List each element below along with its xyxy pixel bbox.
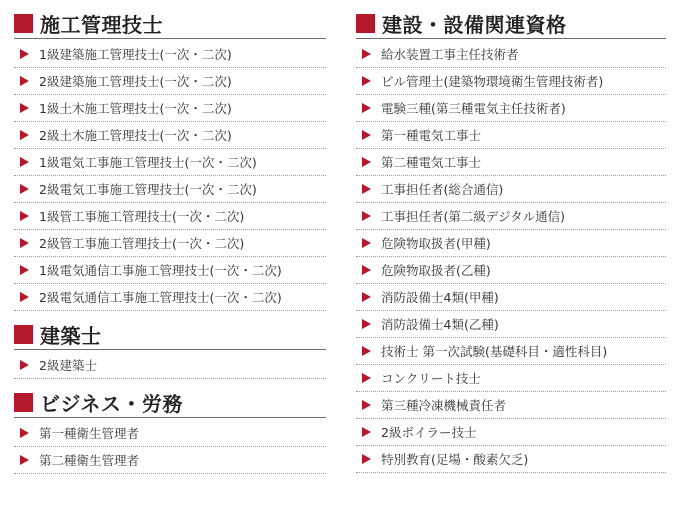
item-label: 1級電気工事施工管理技士(一次・二次) (39, 155, 257, 170)
list-item (14, 447, 326, 474)
triangle-right-icon (20, 211, 29, 221)
triangle-right-icon (20, 157, 29, 167)
triangle-right-icon (362, 427, 371, 437)
item-label: 電験三種(第三種電気主任技術者) (381, 101, 566, 116)
item-label: 第二種電気工事士 (381, 155, 482, 170)
section-header-architect (14, 319, 326, 350)
item-label: 1級管工事施工管理技士(一次・二次) (39, 209, 245, 224)
triangle-right-icon (20, 455, 29, 465)
triangle-right-icon (362, 49, 371, 59)
triangle-right-icon (362, 76, 371, 86)
triangle-right-icon (362, 211, 371, 221)
list-item (14, 95, 326, 122)
triangle-right-icon (362, 184, 371, 194)
red-square-icon (14, 14, 33, 33)
red-square-icon (14, 393, 33, 412)
item-label: 危険物取扱者(甲種) (381, 236, 491, 251)
list-item (356, 419, 666, 446)
section-list-architect (14, 352, 326, 379)
spacer (14, 311, 326, 319)
item-label: 第二種衛生管理者 (39, 453, 140, 468)
list-item (14, 230, 326, 257)
spacer (14, 379, 326, 387)
section-header-construction-mgmt (14, 8, 326, 39)
triangle-right-icon (20, 360, 29, 370)
section-list-business-labor (14, 420, 326, 474)
item-label: 特別教育(足場・酸素欠乏) (381, 452, 529, 467)
triangle-right-icon (362, 157, 371, 167)
list-item (14, 149, 326, 176)
list-item (14, 68, 326, 95)
triangle-right-icon (20, 265, 29, 275)
item-label: 2級電気工事施工管理技士(一次・二次) (39, 182, 257, 197)
list-item (356, 338, 666, 365)
section-list-construction-mgmt (14, 41, 326, 311)
list-item (356, 95, 666, 122)
item-label: 消防設備士4類(乙種) (381, 317, 499, 332)
triangle-right-icon (362, 454, 371, 464)
list-item (14, 122, 326, 149)
list-item (356, 365, 666, 392)
red-square-icon (14, 325, 33, 344)
triangle-right-icon (362, 292, 371, 302)
list-item (14, 176, 326, 203)
list-item (356, 41, 666, 68)
triangle-right-icon (20, 130, 29, 140)
list-item (356, 392, 666, 419)
section-header-business-labor (14, 387, 326, 418)
item-label: ビル管理士(建築物環境衛生管理技術者) (381, 74, 604, 89)
list-item (356, 149, 666, 176)
item-label: 消防設備士4類(甲種) (381, 290, 499, 305)
triangle-right-icon (362, 265, 371, 275)
item-label: 2級電気通信工事施工管理技士(一次・二次) (39, 290, 282, 305)
item-label: 2級建築施工管理技士(一次・二次) (39, 74, 232, 89)
triangle-right-icon (20, 238, 29, 248)
triangle-right-icon (362, 346, 371, 356)
list-item (356, 257, 666, 284)
item-label: 工事担任者(総合通信) (381, 182, 504, 197)
triangle-right-icon (20, 428, 29, 438)
list-item (14, 352, 326, 379)
triangle-right-icon (362, 238, 371, 248)
item-label: 2級土木施工管理技士(一次・二次) (39, 128, 232, 143)
triangle-right-icon (20, 76, 29, 86)
item-label: 2級ボイラー技士 (381, 425, 477, 440)
triangle-right-icon (20, 103, 29, 113)
item-label: 第一種衛生管理者 (39, 426, 140, 441)
list-item (14, 203, 326, 230)
list-item (356, 230, 666, 257)
list-item (356, 203, 666, 230)
red-square-icon (356, 14, 375, 33)
triangle-right-icon (362, 130, 371, 140)
list-item (14, 41, 326, 68)
item-label: 第一種電気工事士 (381, 128, 482, 143)
list-item (356, 284, 666, 311)
left-column (14, 8, 326, 474)
triangle-right-icon (362, 373, 371, 383)
section-title: 建築士 (40, 323, 102, 348)
section-title: 施工管理技士 (40, 12, 163, 37)
section-list-building-equipment (356, 41, 666, 473)
item-label: 2級建築士 (39, 358, 97, 373)
item-label: 1級建築施工管理技士(一次・二次) (39, 47, 232, 62)
item-label: 危険物取扱者(乙種) (381, 263, 491, 278)
triangle-right-icon (20, 184, 29, 194)
list-item (14, 420, 326, 447)
triangle-right-icon (20, 49, 29, 59)
list-item (356, 68, 666, 95)
item-label: 1級電気通信工事施工管理技士(一次・二次) (39, 263, 282, 278)
triangle-right-icon (362, 103, 371, 113)
triangle-right-icon (20, 292, 29, 302)
item-label: 2級管工事施工管理技士(一次・二次) (39, 236, 245, 251)
item-label: 工事担任者(第二級デジタル通信) (381, 209, 566, 224)
section-header-building-equipment (356, 8, 666, 39)
list-item (356, 176, 666, 203)
item-label: 給水装置工事主任技術者 (381, 47, 519, 62)
list-item (356, 311, 666, 338)
right-column (356, 8, 666, 473)
list-item (356, 446, 666, 473)
item-label: 技術士 第一次試験(基礎科目・適性科目) (381, 344, 608, 359)
item-label: コンクリート技士 (381, 371, 481, 386)
item-label: 第三種冷凍機械責任者 (381, 398, 507, 413)
section-title: 建設・設備関連資格 (382, 12, 567, 37)
item-label: 1級土木施工管理技士(一次・二次) (39, 101, 232, 116)
triangle-right-icon (362, 319, 371, 329)
section-title: ビジネス・労務 (40, 391, 183, 416)
list-item (356, 122, 666, 149)
triangle-right-icon (362, 400, 371, 410)
list-item (14, 284, 326, 311)
list-item (14, 257, 326, 284)
